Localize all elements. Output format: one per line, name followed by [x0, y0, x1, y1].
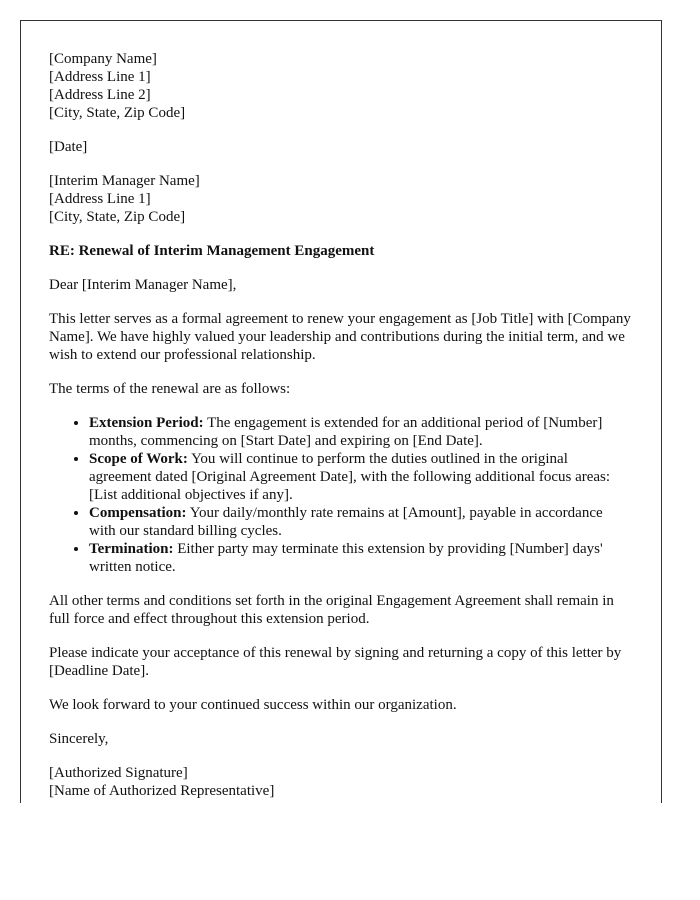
term-item — [89, 504, 632, 540]
term-label: Termination: — [89, 541, 174, 557]
letter-date: [Date] — [49, 139, 88, 155]
sender-line: [Company Name] — [49, 51, 157, 67]
sender-line: [Address Line 2] — [49, 87, 151, 103]
recipient-line: [Interim Manager Name] — [49, 173, 200, 189]
subject-line — [49, 242, 632, 260]
sender-line: [Address Line 1] — [49, 69, 151, 85]
term-label: Extension Period: — [89, 415, 204, 431]
term-item — [89, 540, 632, 576]
letter-page — [20, 20, 662, 803]
term-text: You will continue to perform the duties outlined in the original agreement dated [Original Agreement Date], with the following additional focus areas: [List additional objectives if any]. — [89, 451, 611, 503]
terms-intro: The terms of the renewal are as follows: — [49, 381, 291, 397]
intro-paragraph: This letter serves as a formal agreement to renew your engagement as [Job Title] with [Company Name]. We have highly valued your leadership and contributions during the initial term, and we wish to extend our professional relationship. — [49, 311, 631, 363]
closing-note: We look forward to your continued success within our organization. — [49, 697, 457, 713]
closing: Sincerely, — [49, 731, 109, 747]
signature-line: [Authorized Signature] — [49, 765, 188, 781]
terms-list — [49, 414, 632, 576]
term-item — [89, 414, 632, 450]
sender-address — [49, 50, 632, 122]
term-text: Your daily/monthly rate remains at [Amount], payable in accordance with our standard billing cycles. — [89, 505, 603, 539]
term-item — [89, 450, 632, 504]
recipient-address — [49, 172, 632, 226]
term-label: Compensation: — [89, 505, 187, 521]
term-label: Scope of Work: — [89, 451, 188, 467]
term-text: Either party may terminate this extension by providing [Number] days' written notice. — [89, 541, 603, 575]
recipient-line: [City, State, Zip Code] — [49, 209, 186, 225]
acceptance-paragraph: Please indicate your acceptance of this renewal by signing and returning a copy of this letter by [Deadline Date]. — [49, 645, 622, 679]
sender-line: [City, State, Zip Code] — [49, 105, 186, 121]
signature-block — [49, 764, 632, 800]
term-text: The engagement is extended for an additional period of [Number] months, commencing on [Start Date] and expiring on [End Date]. — [89, 415, 603, 449]
subject-text: RE: Renewal of Interim Management Engagement — [49, 243, 375, 259]
other-terms-paragraph: All other terms and conditions set forth in the original Engagement Agreement shall remain in full force and effect throughout this extension period. — [49, 593, 614, 627]
salutation: Dear [Interim Manager Name], — [49, 277, 237, 293]
recipient-line: [Address Line 1] — [49, 191, 151, 207]
signatory-name: [Name of Authorized Representative] — [49, 783, 275, 799]
